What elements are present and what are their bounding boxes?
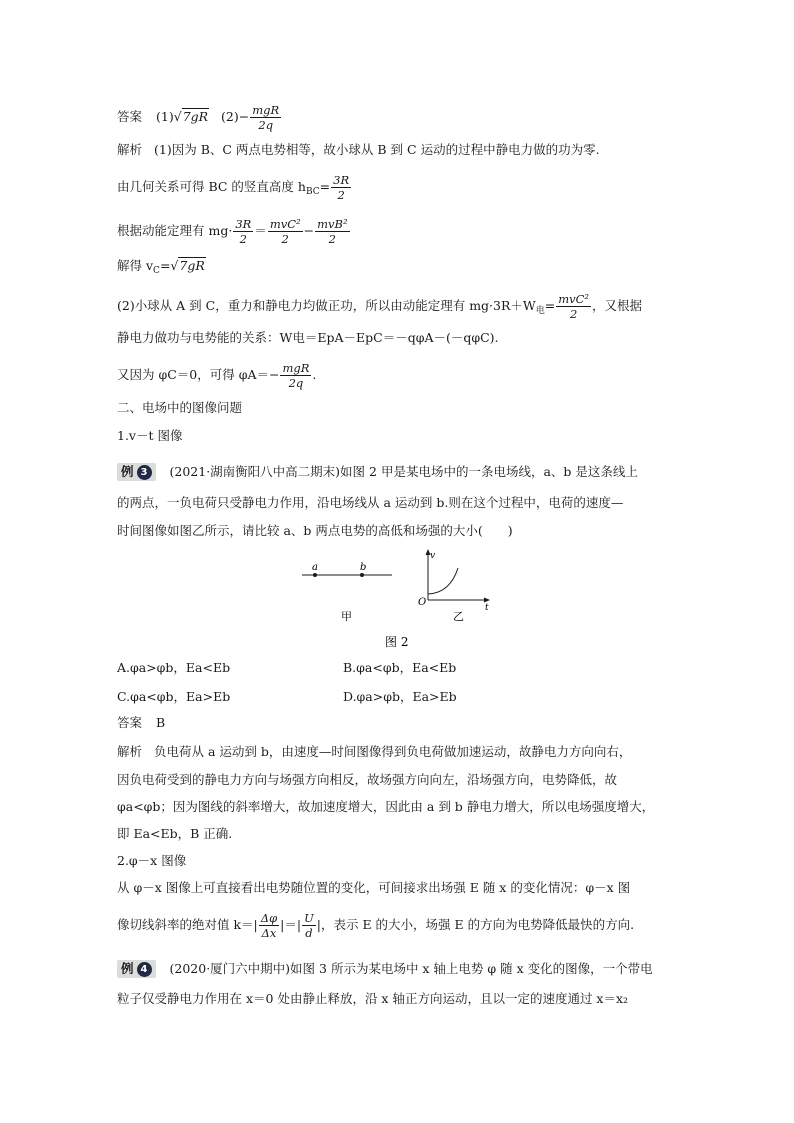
example-number-icon: 3: [137, 465, 152, 480]
point-a: [313, 573, 317, 577]
answer-1: 答案 (1)√7gR (2)− $\frac{\text{mgR}}{2q}$: [117, 103, 280, 132]
analysis-1-line-6: 静电力做功与电势能的关系：W电＝EpA－EpC＝－qφA－(－qφC).: [117, 330, 499, 345]
example-badge: 例 4: [117, 960, 156, 978]
option-d: D.φa>φb，Ea>Eb: [343, 689, 457, 704]
example-number-icon: 4: [137, 962, 152, 977]
example-3-line-2: 的两点，一负电荷只受静电力作用，沿电场线从 a 运动到 b.则在这个过程中，电荷的速度—: [117, 495, 624, 510]
label-b: b: [360, 562, 367, 573]
example-4-line-1: 例 4 (2020·厦门六中期中)如图 3 所示为某电场中 x 轴上电势 φ 随 x 变化的图像，一个带电: [117, 960, 653, 978]
fraction: $\frac{\text{mgR}}{2q}$: [252, 103, 280, 132]
phi-x-line-2: 像切线斜率的绝对值 k＝| $\frac{\Delta\varphi}{\Delta x}$ |＝| $\frac{U}{d}$ |，表示 E 的大小，场强 E 的方向为电势降低最快的方向.: [117, 911, 635, 940]
label-yi: 乙: [453, 610, 464, 623]
figure-2: [290, 548, 510, 653]
option-c: C.φa<φb，Ea>Eb: [117, 689, 231, 704]
sqrt-sign: √: [173, 109, 182, 124]
option-b: B.φa<φb，Ea<Eb: [343, 660, 457, 675]
option-a: A.φa>φb，Ea<Eb: [117, 660, 231, 675]
example-badge: 例 3: [117, 463, 156, 481]
analysis-label: 解析: [117, 142, 143, 157]
analysis-3-line-2: 因负电荷受到的静电力方向与场强方向相反，故场强方向向左，沿场强方向，电势降低，故: [117, 772, 618, 787]
label-v: v: [430, 551, 436, 561]
point-b: [360, 573, 364, 577]
analysis-1-line-3: 根据动能定理有 mg· $\frac{3R}{2}$ ＝ $\frac{\text{mvC²}}{2}$ − $\frac{\text{mvB²}}{2}$: [117, 217, 348, 246]
label-t: t: [485, 603, 489, 613]
section-title: 二、电场中的图像问题: [117, 400, 243, 415]
answer-label: 答案: [117, 109, 143, 124]
analysis-1-line-5: (2)小球从 A 到 C，重力和静电力均做正功，所以由动能定理有 $mg\cdot 3R+W_电=$ $\frac{\text{mvC²}}{2}$ ，又根据: [117, 292, 643, 321]
analysis-1-line-7: 又因为 φC＝0，可得 φA＝− $\frac{\text{mgR}}{2q}$ .: [117, 361, 317, 390]
answer-3: 答案 B: [117, 715, 166, 730]
example-3-line-1: 例 3 (2021·湖南衡阳八中高二期末)如图 2 甲是某电场中的一条电场线，a、b 是这条线上: [117, 463, 638, 481]
analysis-1-line-4: 解得 $v_C=√7gR$: [117, 258, 205, 276]
label-jia: 甲: [341, 610, 352, 623]
label-a: a: [312, 562, 318, 573]
v-t-curve: [428, 568, 458, 594]
label-origin: O: [418, 597, 427, 608]
example-3-line-3: 时间图像如图乙所示，请比较 a、b 两点电势的高低和场强的大小( ): [117, 523, 513, 538]
figure-caption: 图 2: [385, 635, 409, 649]
subsection-v-t: 1.v－t 图像: [117, 428, 183, 443]
analysis-1-line-1: 解析 (1)因为 B、C 两点电势相等，故小球从 B 到 C 运动的过程中静电力做的功为零.: [117, 142, 600, 157]
phi-x-line-1: 从 φ－x 图像上可直接看出电势随位置的变化，可间接求出场强 E 随 x 的变化情况：φ－x 图: [117, 880, 631, 895]
analysis-3-line-1: 解析 负电荷从 a 运动到 b，由速度—时间图像得到负电荷做加速运动，故静电力方向向右，: [117, 744, 632, 759]
subsection-phi-x: 2.φ－x 图像: [117, 853, 187, 868]
analysis-1-line-2: 由几何关系可得 BC 的竖直高度 $h_{BC}=$ $\frac{3R}{2}$: [117, 173, 350, 202]
analysis-3-line-4: 即 Ea<Eb，B 正确.: [117, 826, 233, 841]
example-4-line-2: 粒子仅受静电力作用在 x＝0 处由静止释放，沿 x 轴正方向运动，且以一定的速度通过 x＝x₂: [117, 991, 629, 1006]
analysis-3-line-3: φa<φb；因为图线的斜率增大，故加速度增大，因此由 a 到 b 静电力增大，所以电场强度增大，: [117, 799, 655, 814]
